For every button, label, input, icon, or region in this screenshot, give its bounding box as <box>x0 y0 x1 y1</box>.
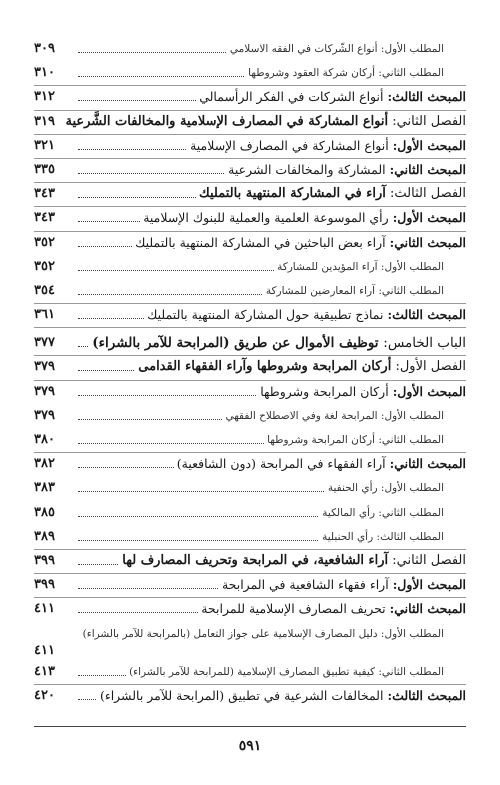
toc-entry-label: المبحث الأول: <box>392 210 466 226</box>
toc-entry <box>34 135 466 159</box>
toc-entry <box>34 685 466 709</box>
toc-entry-page: ٣١٠ <box>34 65 55 81</box>
toc-entry-title <box>274 259 444 275</box>
toc-entry-title <box>263 283 444 299</box>
toc-entry <box>34 405 466 429</box>
toc-entry-page: ٣٧٧ <box>34 335 55 351</box>
toc-entry-label: المبحث الثاني: <box>389 234 466 250</box>
toc-entry-page: ٣٣٥ <box>34 161 55 177</box>
toc-entry-title <box>225 162 466 178</box>
toc-entry-label: الفصل الثالث: <box>390 186 466 202</box>
toc-entry <box>34 183 466 207</box>
toc-entry-page: ٣٨٣ <box>34 480 55 496</box>
toc-entry-page: ٣١٩ <box>34 113 55 129</box>
toc-entry-page: ٤١٣ <box>34 663 55 679</box>
toc-entry-label: المبحث الأول: <box>392 137 466 153</box>
toc-entry-title <box>257 384 466 400</box>
toc-entry-page: ٣٤٣ <box>34 210 55 226</box>
toc-entry-page: ٤١١ <box>34 601 55 617</box>
toc-entry-text: أنواع الشّركات في الفقه الاسلامي <box>229 43 378 55</box>
toc-entry-label: المطلب الأول: <box>380 627 444 640</box>
toc-entry-page: ٣٨٥ <box>34 504 55 520</box>
toc-entry <box>34 332 466 356</box>
toc-entry-title <box>135 359 466 375</box>
toc-entry-text: أنواع الشركات في الفكر الرأسمالي <box>199 89 384 105</box>
toc-entry-label: المطلب الأول: <box>380 260 444 273</box>
toc-entry-page: ٣٦١ <box>34 307 55 323</box>
toc-entry <box>34 111 466 135</box>
toc-entry-text: أركان المرابحة وشروطها <box>267 434 376 446</box>
toc-entry-title <box>325 480 444 496</box>
toc-entry <box>34 661 466 685</box>
toc-entry-page: ٣٥٤ <box>34 282 55 298</box>
toc-entry-page: ٣٥٢ <box>34 258 55 274</box>
toc-entry <box>34 502 466 526</box>
table-of-contents <box>34 38 466 709</box>
toc-entry-label: المبحث الثالث: <box>387 89 466 105</box>
toc-entry-text: أركان شركة العقود وشروطها <box>248 67 376 80</box>
toc-entry-text: أركان المرابحة وشروطها <box>260 383 389 399</box>
toc-entry <box>34 453 466 477</box>
toc-entry-title <box>140 210 466 226</box>
toc-entry <box>34 477 466 501</box>
toc-entry-label: المطلب الثاني: <box>378 506 444 519</box>
toc-entry-text: آراء الشافعية، في المرابحة وتحريف المصارف لها <box>122 552 389 568</box>
toc-entry-label: الفصل الأول: <box>395 359 466 375</box>
toc-entry <box>34 207 466 231</box>
toc-entry-text: توظيف الأموال عن طريق (المرابحة للآمر بالشراء) <box>92 335 379 352</box>
toc-entry-text: رأي الموسوعة العلمية والعملية للبنوك الإسلامية <box>143 210 389 226</box>
toc-entry-page: ٣٨٢ <box>34 456 55 472</box>
toc-entry-title <box>319 529 444 545</box>
toc-entry <box>34 232 466 256</box>
toc-entry <box>34 381 466 405</box>
toc-entry-text: آراء الفقهاء في المرابحة (دون الشافعية) <box>176 456 386 472</box>
toc-entry-label: المبحث الأول: <box>392 577 466 593</box>
toc-entry-text: آراء المعارضين للمشاركة <box>265 284 376 297</box>
toc-entry <box>34 159 466 183</box>
toc-entry-label: المطلب الثاني: <box>378 665 444 678</box>
toc-entry-label: الباب الخامس: <box>383 335 466 352</box>
toc-entry-text: المرابحة لغة وفي الاصطلاح الفقهي <box>225 409 378 422</box>
toc-entry <box>34 550 466 574</box>
toc-entry-title <box>219 577 466 593</box>
toc-entry <box>34 526 466 550</box>
toc-entry-label: الفصل الثاني: <box>392 552 466 568</box>
toc-entry-page: ٤١١ <box>34 642 55 658</box>
toc-entry-label: المطلب الثاني: <box>378 434 444 446</box>
toc-entry-label: المطلب الأول: <box>380 43 444 55</box>
toc-entry-title <box>198 601 466 617</box>
toc-entry-title <box>97 688 466 704</box>
toc-entry-title <box>89 335 466 351</box>
toc-entry-page: ٣٥٢ <box>34 234 55 250</box>
toc-entry-page: ٤٢٠ <box>34 687 55 703</box>
toc-entry-text: رأي الحنفية <box>327 482 378 495</box>
toc-entry-page: ٣٧٩ <box>34 407 55 423</box>
toc-entry <box>34 256 466 280</box>
toc-entry-title <box>132 235 466 251</box>
toc-entry-title <box>245 65 444 81</box>
toc-entry-title <box>174 456 466 472</box>
toc-entry-page: ٣٧٩ <box>34 383 55 399</box>
toc-entry-page: ٣٧٩ <box>34 359 55 375</box>
toc-entry-title <box>56 626 444 642</box>
toc-entry-title <box>227 41 444 57</box>
toc-entry <box>34 62 466 86</box>
toc-entry-page: ٣٨٠ <box>34 432 55 447</box>
toc-entry-label: المطلب الأول: <box>380 409 444 422</box>
footer-rule <box>34 726 466 727</box>
toc-entry-page: ٣٤٣ <box>34 186 55 202</box>
toc-entry-label: المبحث الثاني: <box>389 161 466 177</box>
toc-entry-title <box>319 505 444 521</box>
toc-entry-title <box>119 553 466 569</box>
toc-entry-label: المطلب الأول: <box>380 482 444 495</box>
toc-entry <box>34 429 466 453</box>
toc-entry <box>34 623 466 661</box>
toc-entry-label: الفصل الثاني: <box>392 113 466 129</box>
toc-entry-text: كيفية تطبيق المصارف الإسلامية (للمرابحة للآمر بالشراء) <box>129 665 376 678</box>
toc-entry-page: ٣٠٩ <box>34 41 55 56</box>
toc-entry <box>34 280 466 304</box>
toc-entry <box>34 356 466 380</box>
toc-entry-label: المطلب الثالث: <box>376 530 444 543</box>
toc-entry-text: المشاركة والمخالفات الشرعية <box>228 161 386 177</box>
toc-entry-text: آراء بعض الباحثين في المشاركة المنتهية بالتمليك <box>135 234 386 250</box>
toc-entry-label: المبحث الأول: <box>392 383 466 399</box>
toc-entry <box>34 598 466 622</box>
toc-entry-text: آراء المؤيدين للمشاركة <box>277 260 378 273</box>
toc-entry-text: تحريف المصارف الإسلامية للمرابحة <box>201 601 386 617</box>
toc-entry-label: المبحث الثاني: <box>389 456 466 472</box>
toc-entry-page: ٣٢١ <box>34 137 55 153</box>
toc-entry-page: ٣١٢ <box>34 89 55 105</box>
toc-entry-page: ٣٩٩ <box>34 577 55 593</box>
toc-entry-text: أركان المرابحة وشروطها وآراء الفقهاء القدامى <box>138 359 392 375</box>
toc-entry-label: المبحث الثاني: <box>389 601 466 617</box>
toc-entry-text: رأي الحنبلية <box>322 530 374 543</box>
toc-entry-text: أنواع المشاركة في المصارف الإسلامية والمخالفات الشَّرعية <box>65 113 389 129</box>
toc-entry-title <box>264 432 444 448</box>
toc-entry <box>34 38 466 62</box>
toc-entry-label: المبحث الثالث: <box>387 307 466 323</box>
toc-entry <box>34 574 466 598</box>
toc-entry-title <box>187 138 466 154</box>
toc-entry-text: آراء في المشاركة المنتهية بالتمليك <box>199 186 386 202</box>
toc-entry-text: أنواع المشاركة في المصارف الإسلامية <box>190 137 389 153</box>
toc-entry-page: ٣٩٩ <box>34 552 55 568</box>
toc-entry <box>34 86 466 110</box>
toc-entry-title <box>144 307 466 323</box>
toc-entry-label: المبحث الثالث: <box>387 687 466 703</box>
toc-entry-text: المخالفات الشرعية في تطبيق (المرابحة للآمر بالشراء) <box>99 687 384 703</box>
toc-entry-page: ٣٨٩ <box>34 528 55 544</box>
page-number: ٥٩١ <box>238 738 262 754</box>
toc-entry-title <box>196 186 466 202</box>
toc-entry-title <box>126 664 444 680</box>
toc-entry-text: آراء فقهاء الشافعية في المرابحة <box>221 577 389 593</box>
toc-entry-text: نماذج تطبيقية حول المشاركة المنتهية بالتمليك <box>147 307 384 323</box>
toc-entry-title <box>196 89 466 105</box>
toc-entry-text: دليل المصارف الإسلامية على جواز التعامل (بالمرابحة للآمر بالشراء) <box>82 627 378 640</box>
toc-entry <box>34 304 466 328</box>
toc-entry-label: المطلب الثاني: <box>378 284 444 297</box>
toc-entry-title <box>222 408 444 424</box>
toc-entry-title <box>62 114 466 130</box>
toc-entry-text: رأي المالكية <box>322 506 376 519</box>
toc-entry-label: المطلب الثاني: <box>378 67 444 80</box>
